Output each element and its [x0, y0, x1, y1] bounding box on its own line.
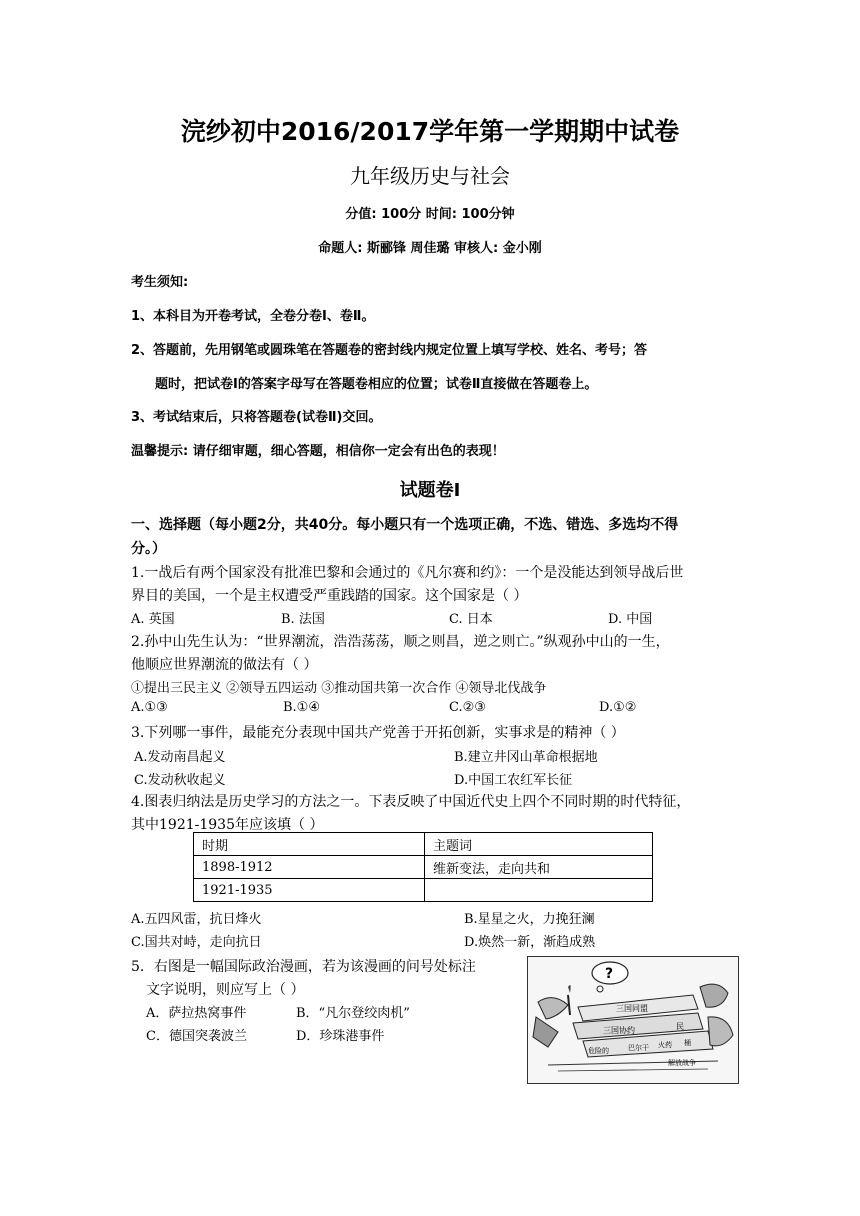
notice-heading: 考生须知:: [131, 275, 189, 290]
political-cartoon: [527, 956, 739, 1084]
cartoon-label: 危险的: [588, 1047, 609, 1055]
question-5-option-b: B．“凡尔登绞肉机”: [296, 1006, 410, 1021]
flame-icon: [568, 985, 571, 993]
figure-left-2-icon: [533, 1017, 558, 1047]
period-table: [193, 832, 653, 902]
question-5-text-cont: 文字说明，则应写上（ ）: [146, 982, 305, 998]
question-5-text: 5．右图是一幅国际政治漫画，若为该漫画的问号处标注: [131, 959, 476, 975]
notice-item-2-cont: 题时，把试卷Ⅰ的答案字母写在答题卷相应的位置；试卷Ⅱ直接做在答题卷上。: [155, 377, 598, 392]
cartoon-label: 三国同盟: [616, 1004, 648, 1013]
question-5-option-c: C．德国突袭波兰: [146, 1029, 247, 1044]
warm-tip: 温馨提示: 请仔细审题，细心答题，相信你一定会有出色的表现！: [131, 444, 505, 459]
question-3-option-a: A.发动南昌起义: [134, 750, 226, 765]
question-4-option-a: A.五四风雷，抗日烽火: [131, 912, 262, 927]
table-cell: 时期: [194, 833, 425, 856]
question-1-option-c: C. 日本: [449, 612, 493, 627]
figure-left-icon: [538, 998, 568, 1019]
table-cell: 维新变法，走向共和: [425, 856, 653, 879]
notice-item-2: 2、答题前，先用钢笔或圆珠笔在答题卷的密封线内规定位置上填写学校、姓名、考号；答: [131, 343, 648, 358]
exam-title: 浣纱初中2016/2017学年第一学期期中试卷: [180, 117, 680, 146]
score-time: 分值: 100分 时间: 100分钟: [345, 207, 515, 222]
exam-subtitle: 九年级历史与社会: [350, 164, 510, 188]
question-5-option-d: D．珍珠港事件: [296, 1029, 385, 1044]
question-1-option-d: D. 中国: [608, 612, 653, 627]
authors: 命题人: 斯郦锋 周佳璐 审核人: 金小刚: [318, 241, 542, 256]
question-4-text-cont: 其中1921-1935年应该填（ ）: [131, 817, 324, 833]
question-2-option-b: B.①④: [283, 700, 320, 715]
ground-line-icon: [558, 1069, 708, 1071]
section-instructions-cont: 分。）: [131, 541, 166, 557]
figure-right-2-icon: [708, 1017, 733, 1046]
question-1-text-cont: 界目的美国，一个是主权遭受严重践踏的国家。这个国家是（ ）: [131, 588, 528, 604]
question-3-text: 3.下列哪一事件，最能充分表现中国共产党善于开拓创新，实事求是的精神（ ）: [131, 725, 625, 741]
table-cell: [425, 879, 653, 902]
question-1-text: 1.一战后有两个国家没有批准巴黎和会通过的《凡尔赛和约》：一个是没能达到领导战后世: [131, 565, 684, 581]
cartoon-label: 巴尔干: [628, 1044, 649, 1052]
question-3-option-b: B.建立井冈山革命根据地: [454, 750, 598, 765]
bubble-dot-icon: [597, 986, 603, 992]
question-4-option-b: B.星星之火，力挽狂澜: [464, 912, 595, 927]
question-mark-icon: ?: [605, 966, 614, 982]
question-4-text: 4.图表归纳法是历史学习的方法之一。下表反映了中国近代史上四个不同时期的时代特征，: [131, 794, 691, 810]
question-2-items: ①提出三民主义 ②领导五四运动 ③推动国共第一次合作 ④领导北伐战争: [131, 681, 547, 696]
question-4-option-c: C.国共对峙，走向抗日: [131, 935, 262, 950]
table-cell: 1898-1912: [194, 856, 425, 879]
table-cell: 1921-1935: [194, 879, 425, 902]
table-row: [194, 879, 653, 902]
question-2-text: 2.孙中山先生认为：“世界潮流，浩浩荡荡，顺之则昌，逆之则亡。”纵观孙中山的一生，: [131, 634, 670, 650]
table-cell: 主题词: [425, 833, 653, 856]
question-3-option-d: D.中国工农红军长征: [454, 773, 573, 788]
cartoon-label: 桶: [684, 1039, 691, 1047]
question-2-option-c: C.②③: [449, 700, 486, 715]
section-title: 试题卷Ⅰ: [399, 480, 461, 501]
section-instructions: 一、选择题（每小题2分，共40分。每小题只有一个选项正确，不选、错选、多选均不得: [131, 517, 679, 533]
notice-item-1: 1、本科目为开卷考试，全卷分卷Ⅰ、卷Ⅱ。: [131, 309, 375, 324]
cartoon-label: 火药: [658, 1041, 672, 1049]
question-1-option-a: A. 英国: [131, 612, 175, 627]
question-1-option-b: B. 法国: [281, 612, 325, 627]
cartoon-label: 民: [676, 1022, 684, 1031]
question-5-option-a: A．萨拉热窝事件: [146, 1006, 247, 1021]
question-2-option-d: D.①②: [599, 700, 637, 715]
question-2-text-cont: 他顺应世界潮流的做法有（ ）: [131, 657, 318, 673]
cartoon-label: 三国协约: [603, 1026, 635, 1035]
figure-right-icon: [700, 984, 728, 1007]
cartoon-label: 解放战争: [668, 1059, 696, 1067]
question-2-option-a: A.①③: [131, 700, 168, 715]
cartoon-drawing: [528, 957, 738, 1083]
notice-item-3: 3、考试结束后，只将答题卷(试卷Ⅱ)交回。: [131, 410, 382, 425]
question-3-option-c: C.发动秋收起义: [134, 773, 226, 788]
table-row: [194, 833, 653, 856]
question-4-option-d: D.焕然一新，渐趋成熟: [464, 935, 596, 950]
table-row: [194, 856, 653, 879]
fuse-icon: [568, 995, 570, 1015]
